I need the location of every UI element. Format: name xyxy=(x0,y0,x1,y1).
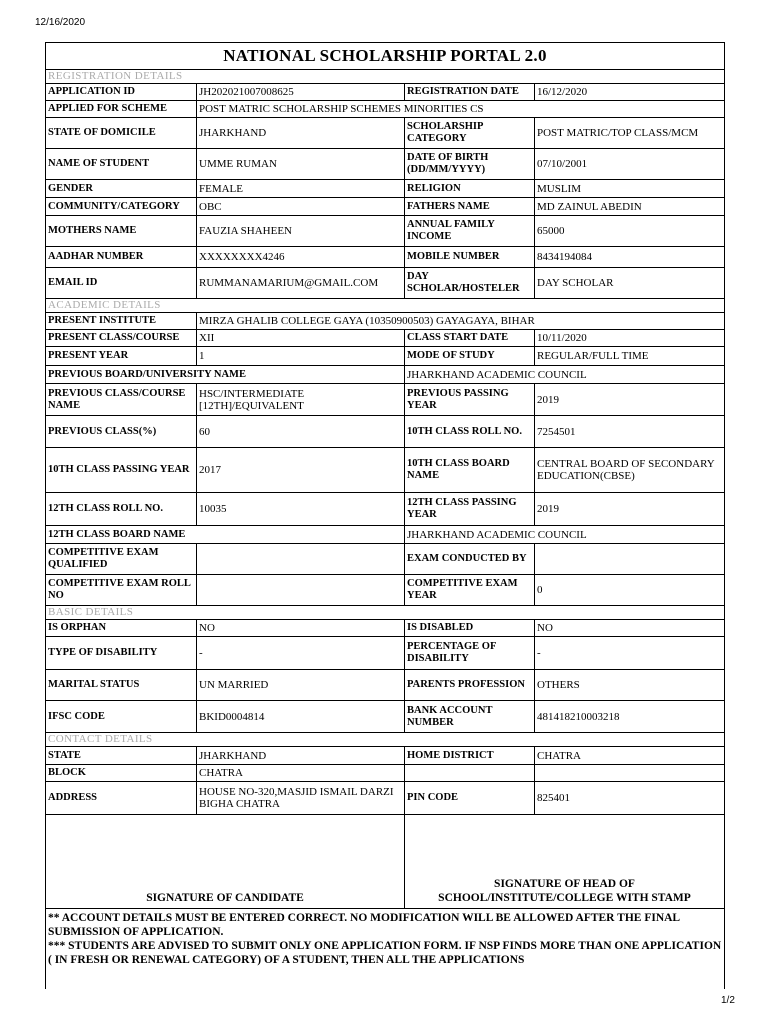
prev-pct-value: 60 xyxy=(197,416,405,447)
address-value: HOUSE NO-320,MASJID ISMAIL DARZI BIGHA CHATRA xyxy=(197,782,405,814)
field-label: EMAIL ID xyxy=(46,268,197,298)
table-row xyxy=(46,118,724,149)
community-value: OBC xyxy=(197,198,405,215)
table-row xyxy=(46,416,724,448)
table-row xyxy=(46,330,724,347)
field-label: MOBILE NUMBER xyxy=(405,247,535,267)
comp-year-value: 0 xyxy=(537,584,543,596)
field-label: MARITAL STATUS xyxy=(46,670,197,700)
scholar-type-value: DAY SCHOLAR xyxy=(537,277,614,289)
district-value: CHATRA xyxy=(537,749,582,762)
marital-value: UN MARRIED xyxy=(197,670,405,700)
religion-value: MUSLIM xyxy=(537,182,582,195)
table-row xyxy=(46,84,724,101)
field-label: IFSC CODE xyxy=(46,701,197,732)
field-label: CLASS START DATE xyxy=(405,330,535,346)
pass10-value: 2017 xyxy=(197,448,405,492)
institute-value: MIRZA GHALIB COLLEGE GAYA (10350900503) GAYAGAYA, BIHAR xyxy=(199,315,535,327)
table-row xyxy=(46,268,724,299)
class-start-value: 10/11/2020 xyxy=(537,332,587,344)
comp-roll-value xyxy=(197,575,405,605)
field-label: STATE OF DOMICILE xyxy=(46,118,197,148)
table-row xyxy=(46,670,724,701)
print-date: 12/16/2020 xyxy=(35,17,86,28)
table-row xyxy=(46,384,724,416)
table-row xyxy=(46,701,724,733)
disability-type-value: - xyxy=(197,637,405,669)
table-row xyxy=(46,544,724,575)
table-row xyxy=(46,448,724,493)
field-label: ANNUAL FAMILY INCOME xyxy=(405,216,535,246)
application-id-value: JH202021007008625 xyxy=(197,84,405,100)
field-label: APPLIED FOR SCHEME xyxy=(46,101,197,117)
category-value: POST MATRIC/TOP CLASS/MCM xyxy=(537,127,699,139)
table-row xyxy=(46,247,724,268)
note-account: ** ACCOUNT DETAILS MUST BE ENTERED CORRECT. NO MODIFICATION WILL BE ALLOWED AFTER THE FINAL SUBMISSION OF APPLICATION. xyxy=(48,912,680,938)
field-label: COMPETITIVE EXAM YEAR xyxy=(405,575,535,605)
candidate-signature: SIGNATURE OF CANDIDATE xyxy=(46,815,405,908)
field-label: NAME OF STUDENT xyxy=(46,149,197,179)
roll10-value: 7254501 xyxy=(537,425,576,438)
table-row xyxy=(46,366,724,384)
note-single-application: *** STUDENTS ARE ADVISED TO SUBMIT ONLY ONE APPLICATION FORM. IF NSP FINDS MORE THAN ONE APPLICATION ( IN FRESH OR RENEWAL CATEGORY) OF A STUDENT, THEN ALL THE APPLICATIONS xyxy=(48,940,722,966)
applied-scheme-value: POST MATRIC SCHOLARSHIP SCHEMES MINORITIES CS xyxy=(199,103,484,115)
field-label: BLOCK xyxy=(46,765,197,781)
table-row xyxy=(46,526,724,544)
field-label: GENDER xyxy=(46,180,197,197)
table-row xyxy=(46,620,724,637)
mobile-value: 8434194084 xyxy=(537,251,592,263)
board12-value: JHARKHAND ACADEMIC COUNCIL xyxy=(407,528,587,541)
field-label: COMPETITIVE EXAM QUALIFIED xyxy=(46,544,197,574)
notes xyxy=(46,909,724,967)
field-label: STATE xyxy=(46,747,197,764)
field-label: IS ORPHAN xyxy=(46,620,197,636)
ifsc-value: BKID0004814 xyxy=(197,701,405,732)
empty-cell xyxy=(405,765,535,781)
registration-date-value: 16/12/2020 xyxy=(537,86,588,98)
table-row xyxy=(46,198,724,216)
field-label: COMPETITIVE EXAM ROLL NO xyxy=(46,575,197,605)
scholarship-form xyxy=(45,42,725,989)
disabled-value: NO xyxy=(537,622,553,634)
field-label: DAY SCHOLAR/HOSTELER xyxy=(405,268,535,298)
year-value: 1 xyxy=(197,347,405,365)
pin-value: 825401 xyxy=(537,792,570,804)
field-label: RELIGION xyxy=(405,180,535,197)
table-row xyxy=(46,180,724,198)
field-label: SCHOLARSHIP CATEGORY xyxy=(405,118,535,148)
field-label: PRESENT YEAR xyxy=(46,347,197,365)
parents-prof-value: OTHERS xyxy=(537,679,580,691)
table-row xyxy=(46,149,724,180)
email-value: RUMMANAMARIUM@GMAIL.COM xyxy=(197,268,405,298)
field-label: PRESENT INSTITUTE xyxy=(46,313,197,329)
field-label: AADHAR NUMBER xyxy=(46,247,197,267)
father-value: MD ZAINUL ABEDIN xyxy=(537,200,642,213)
exam-by-value xyxy=(535,544,724,574)
roll12-value: 10035 xyxy=(197,493,405,525)
table-row xyxy=(46,347,724,366)
field-label: PREVIOUS CLASS(%) xyxy=(46,416,197,447)
table-row xyxy=(46,575,724,606)
mother-value: FAUZIA SHAHEEN xyxy=(197,216,405,246)
field-label: MODE OF STUDY xyxy=(405,347,535,365)
field-label: BANK ACCOUNT NUMBER xyxy=(405,701,535,732)
field-label: ADDRESS xyxy=(46,782,197,814)
field-label: IS DISABLED xyxy=(405,620,535,636)
comp-exam-value xyxy=(197,544,405,574)
orphan-value: NO xyxy=(197,620,405,636)
domicile-value: JHARKHAND xyxy=(197,118,405,148)
field-label: APPLICATION ID xyxy=(46,84,197,100)
table-row xyxy=(46,493,724,526)
field-label: 10TH CLASS ROLL NO. xyxy=(405,416,535,447)
field-label: 12TH CLASS BOARD NAME xyxy=(46,526,405,543)
section-basic: BASIC DETAILS xyxy=(46,606,724,620)
field-label: DATE OF BIRTH (DD/MM/YYYY) xyxy=(405,149,535,179)
field-label: 12TH CLASS PASSING YEAR xyxy=(405,493,535,525)
state-value: JHARKHAND xyxy=(197,747,405,764)
gender-value: FEMALE xyxy=(197,180,405,197)
section-academic: ACADEMIC DETAILS xyxy=(46,299,724,313)
section-contact: CONTACT DETAILS xyxy=(46,733,724,747)
section-registration: REGISTRATION DETAILS xyxy=(46,70,724,84)
field-label: REGISTRATION DATE xyxy=(405,84,535,100)
field-label: 10TH CLASS BOARD NAME xyxy=(405,448,535,492)
prev-board-value: JHARKHAND ACADEMIC COUNCIL xyxy=(407,368,587,381)
field-label: PRESENT CLASS/COURSE xyxy=(46,330,197,346)
income-value: 65000 xyxy=(537,225,565,237)
field-label: MOTHERS NAME xyxy=(46,216,197,246)
prev-course-value: HSC/INTERMEDIATE [12TH]/EQUIVALENT xyxy=(197,384,405,415)
field-label: FATHERS NAME xyxy=(405,198,535,215)
table-row xyxy=(46,313,724,330)
page-title: NATIONAL SCHOLARSHIP PORTAL 2.0 xyxy=(46,43,724,70)
field-label: HOME DISTRICT xyxy=(405,747,535,764)
field-label: PARENTS PROFESSION xyxy=(405,670,535,700)
field-label: TYPE OF DISABILITY xyxy=(46,637,197,669)
field-label: PREVIOUS PASSING YEAR xyxy=(405,384,535,415)
table-row xyxy=(46,782,724,815)
table-row xyxy=(46,637,724,670)
table-row xyxy=(46,765,724,782)
empty-cell xyxy=(535,765,724,781)
field-label: PREVIOUS CLASS/COURSE NAME xyxy=(46,384,197,415)
field-label: 12TH CLASS ROLL NO. xyxy=(46,493,197,525)
table-row xyxy=(46,747,724,765)
board10-value: CENTRAL BOARD OF SECONDARY EDUCATION(CBSE) xyxy=(537,458,715,482)
signature-row xyxy=(46,815,724,909)
field-label: 10TH CLASS PASSING YEAR xyxy=(46,448,197,492)
pass12-value: 2019 xyxy=(537,503,559,515)
mode-value: REGULAR/FULL TIME xyxy=(537,350,649,362)
student-name-value: UMME RUMAN xyxy=(197,149,405,179)
prev-pass-year-value: 2019 xyxy=(537,393,559,406)
page-number: 1/2 xyxy=(721,995,735,1006)
disability-pct-value: - xyxy=(537,647,541,659)
table-row xyxy=(46,101,724,118)
block-value: CHATRA xyxy=(197,765,405,781)
class-value: XII xyxy=(197,330,405,346)
aadhar-value: XXXXXXXX4246 xyxy=(197,247,405,267)
field-label: PIN CODE xyxy=(405,782,535,814)
account-value: 481418210003218 xyxy=(537,710,620,723)
field-label: PREVIOUS BOARD/UNIVERSITY NAME xyxy=(46,366,405,383)
dob-value: 07/10/2001 xyxy=(537,158,588,170)
field-label: PERCENTAGE OF DISABILITY xyxy=(405,637,535,669)
field-label: EXAM CONDUCTED BY xyxy=(405,544,535,574)
field-label: COMMUNITY/CATEGORY xyxy=(46,198,197,215)
head-signature: SIGNATURE OF HEAD OF SCHOOL/INSTITUTE/COLLEGE WITH STAMP xyxy=(438,878,691,904)
table-row xyxy=(46,216,724,247)
